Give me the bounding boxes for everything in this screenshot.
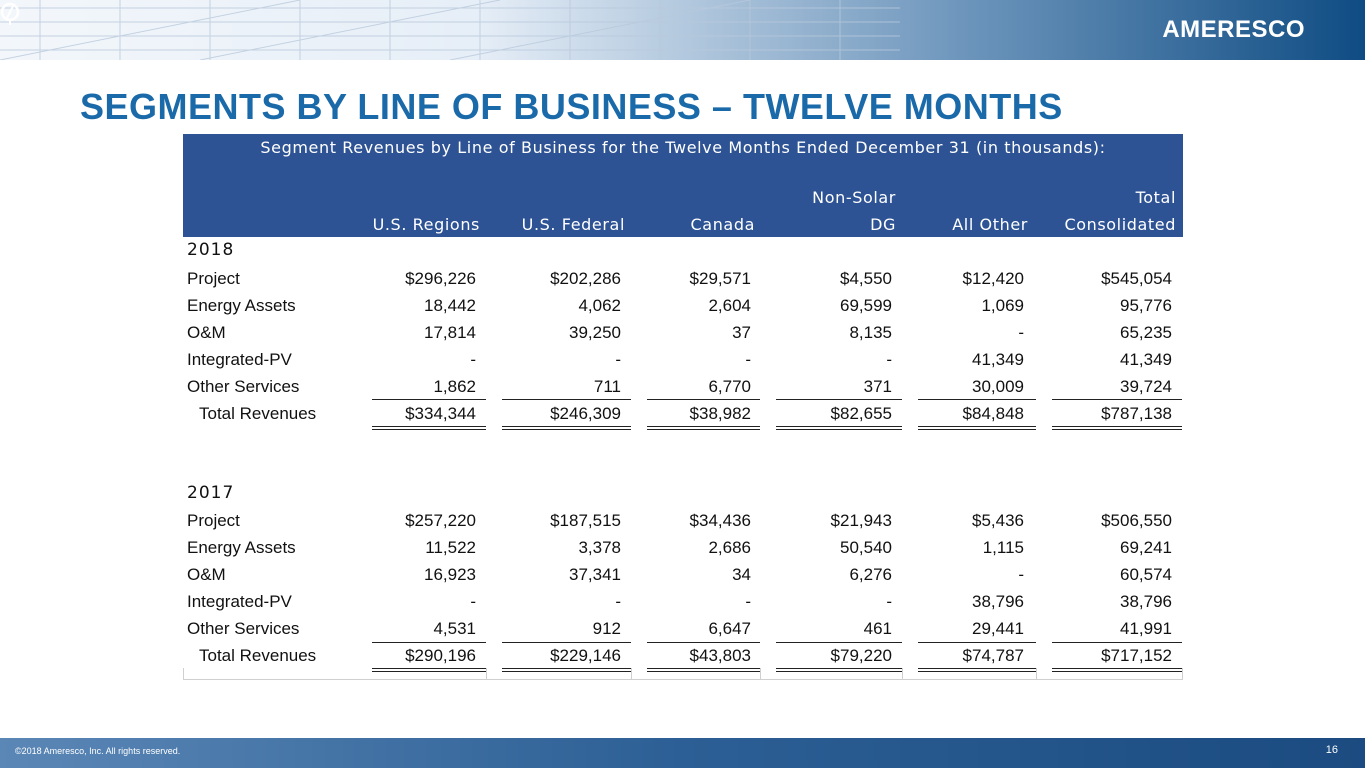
table-grid-line	[183, 668, 184, 680]
table-cell: 29,441	[972, 619, 1024, 638]
table-cell: 461	[863, 619, 892, 638]
total-cell: $229,146	[550, 646, 621, 665]
table-cell: -	[615, 592, 621, 611]
table-bottom-border	[183, 679, 1183, 680]
table-cell: 1,069	[981, 296, 1024, 315]
table-cell: 6,647	[708, 619, 751, 638]
total-double-rule	[1052, 426, 1182, 430]
subtotal-rule	[647, 399, 760, 400]
table-grid-line	[902, 668, 903, 680]
table-grid-line	[760, 668, 761, 680]
page-title: SEGMENTS BY LINE OF BUSINESS – TWELVE MONTHS	[80, 86, 1063, 127]
subtotal-rule	[1052, 642, 1182, 643]
table-cell: 39,724	[1120, 377, 1172, 396]
page-number: 16	[1325, 744, 1338, 756]
subtotal-rule	[647, 642, 760, 643]
total-double-rule	[1052, 668, 1182, 672]
table-cell: 41,349	[972, 350, 1024, 369]
total-cell: $38,982	[689, 404, 751, 423]
subtotal-rule	[776, 642, 902, 643]
total-cell: $290,196	[405, 646, 476, 665]
table-cell: $5,436	[972, 511, 1024, 530]
footer-bar	[0, 738, 1365, 768]
table-grid-line	[631, 668, 632, 680]
total-cell: $334,344	[405, 404, 476, 423]
table-cell: 37,341	[569, 565, 621, 584]
table-cell: 16,923	[424, 565, 476, 584]
table-cell: 30,009	[972, 377, 1024, 396]
total-row-label: Total Revenues	[199, 646, 317, 665]
subtotal-rule	[1052, 399, 1182, 400]
table-cell: 4,062	[578, 296, 621, 315]
table-cell: $257,220	[405, 511, 476, 530]
row-label: Integrated-PV	[187, 350, 292, 369]
column-header-non-solar-dg-line1: Non-Solar	[812, 188, 896, 207]
table-cell: 6,770	[708, 377, 751, 396]
table-grid-line	[1036, 668, 1037, 680]
total-double-rule	[372, 668, 486, 672]
table-cell: 17,814	[424, 323, 476, 342]
table-cell: 8,135	[849, 323, 892, 342]
total-double-rule	[502, 668, 631, 672]
subtotal-rule	[918, 399, 1036, 400]
copyright-text: ©2018 Ameresco, Inc. All rights reserved.	[15, 746, 181, 756]
section-year: 2017	[187, 483, 235, 503]
row-label: Energy Assets	[187, 296, 296, 315]
table-cell: 65,235	[1120, 323, 1172, 342]
row-label: Other Services	[187, 619, 300, 638]
total-double-rule	[372, 426, 486, 430]
ameresco-logo: AMERESCO	[1162, 16, 1305, 43]
table-cell: 34	[732, 565, 751, 584]
total-double-rule	[776, 426, 902, 430]
table-cell: $545,054	[1101, 269, 1172, 288]
table-cell: 1,115	[982, 538, 1024, 557]
table-cell: 69,241	[1120, 538, 1172, 557]
table-cell: 2,604	[708, 296, 751, 315]
column-header-total-consolidated-line1: Total	[1135, 188, 1176, 207]
table-cell: -	[886, 592, 892, 611]
logo-globe-icon	[0, 0, 20, 26]
table-grid-line	[486, 668, 487, 680]
subtotal-rule	[502, 399, 631, 400]
table-cell: 41,991	[1120, 619, 1172, 638]
total-cell: $84,848	[962, 404, 1024, 423]
table-cell: $506,550	[1101, 511, 1172, 530]
table-cell: $4,550	[840, 269, 892, 288]
table-cell: $202,286	[550, 269, 621, 288]
table-cell: -	[745, 592, 751, 611]
section-year: 2018	[187, 240, 235, 260]
table-cell: 4,531	[433, 619, 476, 638]
table-cell: 3,378	[578, 538, 621, 557]
table-cell: $21,943	[830, 511, 892, 530]
table-cell: 711	[593, 377, 621, 396]
table-cell: $296,226	[405, 269, 476, 288]
row-label: Integrated-PV	[187, 592, 292, 611]
column-header-us-federal: U.S. Federal	[521, 215, 625, 234]
table-cell: -	[470, 592, 476, 611]
table-cell: $29,571	[689, 269, 751, 288]
table-caption: Segment Revenues by Line of Business for the Twelve Months Ended December 31 (in thousands):	[260, 138, 1106, 157]
table-cell: -	[745, 350, 751, 369]
total-double-rule	[502, 426, 631, 430]
table-cell: -	[1018, 323, 1024, 342]
table-cell: -	[1018, 565, 1024, 584]
table-cell: 39,250	[569, 323, 621, 342]
table-cell: 50,540	[840, 538, 892, 557]
table-cell: 371	[863, 377, 892, 396]
table-cell: -	[615, 350, 621, 369]
total-double-rule	[647, 668, 760, 672]
subtotal-rule	[372, 642, 486, 643]
banner-grid-pattern	[0, 0, 1365, 60]
row-label: Energy Assets	[187, 538, 296, 557]
row-label: O&M	[187, 323, 226, 342]
total-double-rule	[647, 426, 760, 430]
subtotal-rule	[918, 642, 1036, 643]
column-header-us-regions: U.S. Regions	[372, 215, 480, 234]
total-cell: $246,309	[550, 404, 621, 423]
table-cell: $12,420	[962, 269, 1024, 288]
table-cell: -	[886, 350, 892, 369]
subtotal-rule	[502, 642, 631, 643]
total-cell: $717,152	[1101, 646, 1172, 665]
column-header-canada: Canada	[690, 215, 755, 234]
table-cell: 18,442	[424, 296, 476, 315]
total-row-label: Total Revenues	[199, 404, 317, 423]
total-cell: $787,138	[1101, 404, 1172, 423]
column-header-all-other: All Other	[952, 215, 1028, 234]
total-cell: $74,787	[962, 646, 1024, 665]
table-cell: 37	[732, 323, 751, 342]
table-cell: -	[470, 350, 476, 369]
subtotal-rule	[776, 399, 902, 400]
total-double-rule	[776, 668, 902, 672]
total-cell: $82,655	[830, 404, 892, 423]
table-cell: 1,862	[433, 377, 476, 396]
table-cell: $34,436	[689, 511, 751, 530]
table-cell: 38,796	[972, 592, 1024, 611]
table-cell: 6,276	[849, 565, 892, 584]
row-label: Project	[187, 511, 240, 530]
column-header-non-solar-dg: DG	[870, 215, 896, 234]
table-cell: 11,522	[425, 538, 476, 557]
table-cell: 95,776	[1120, 296, 1172, 315]
header-banner	[0, 0, 1365, 60]
total-cell: $43,803	[689, 646, 751, 665]
row-label: Project	[187, 269, 240, 288]
table-cell: 41,349	[1120, 350, 1172, 369]
column-header-total-consolidated: Consolidated	[1064, 215, 1176, 234]
table-cell: $187,515	[550, 511, 621, 530]
table-cell: 69,599	[840, 296, 892, 315]
table-cell: 912	[592, 619, 621, 638]
total-double-rule	[918, 426, 1036, 430]
total-cell: $79,220	[830, 646, 892, 665]
row-label: Other Services	[187, 377, 300, 396]
table-cell: 2,686	[708, 538, 751, 557]
subtotal-rule	[372, 399, 486, 400]
total-double-rule	[918, 668, 1036, 672]
table-grid-line	[1182, 668, 1183, 680]
table-cell: 38,796	[1120, 592, 1172, 611]
row-label: O&M	[187, 565, 226, 584]
table-cell: 60,574	[1120, 565, 1172, 584]
